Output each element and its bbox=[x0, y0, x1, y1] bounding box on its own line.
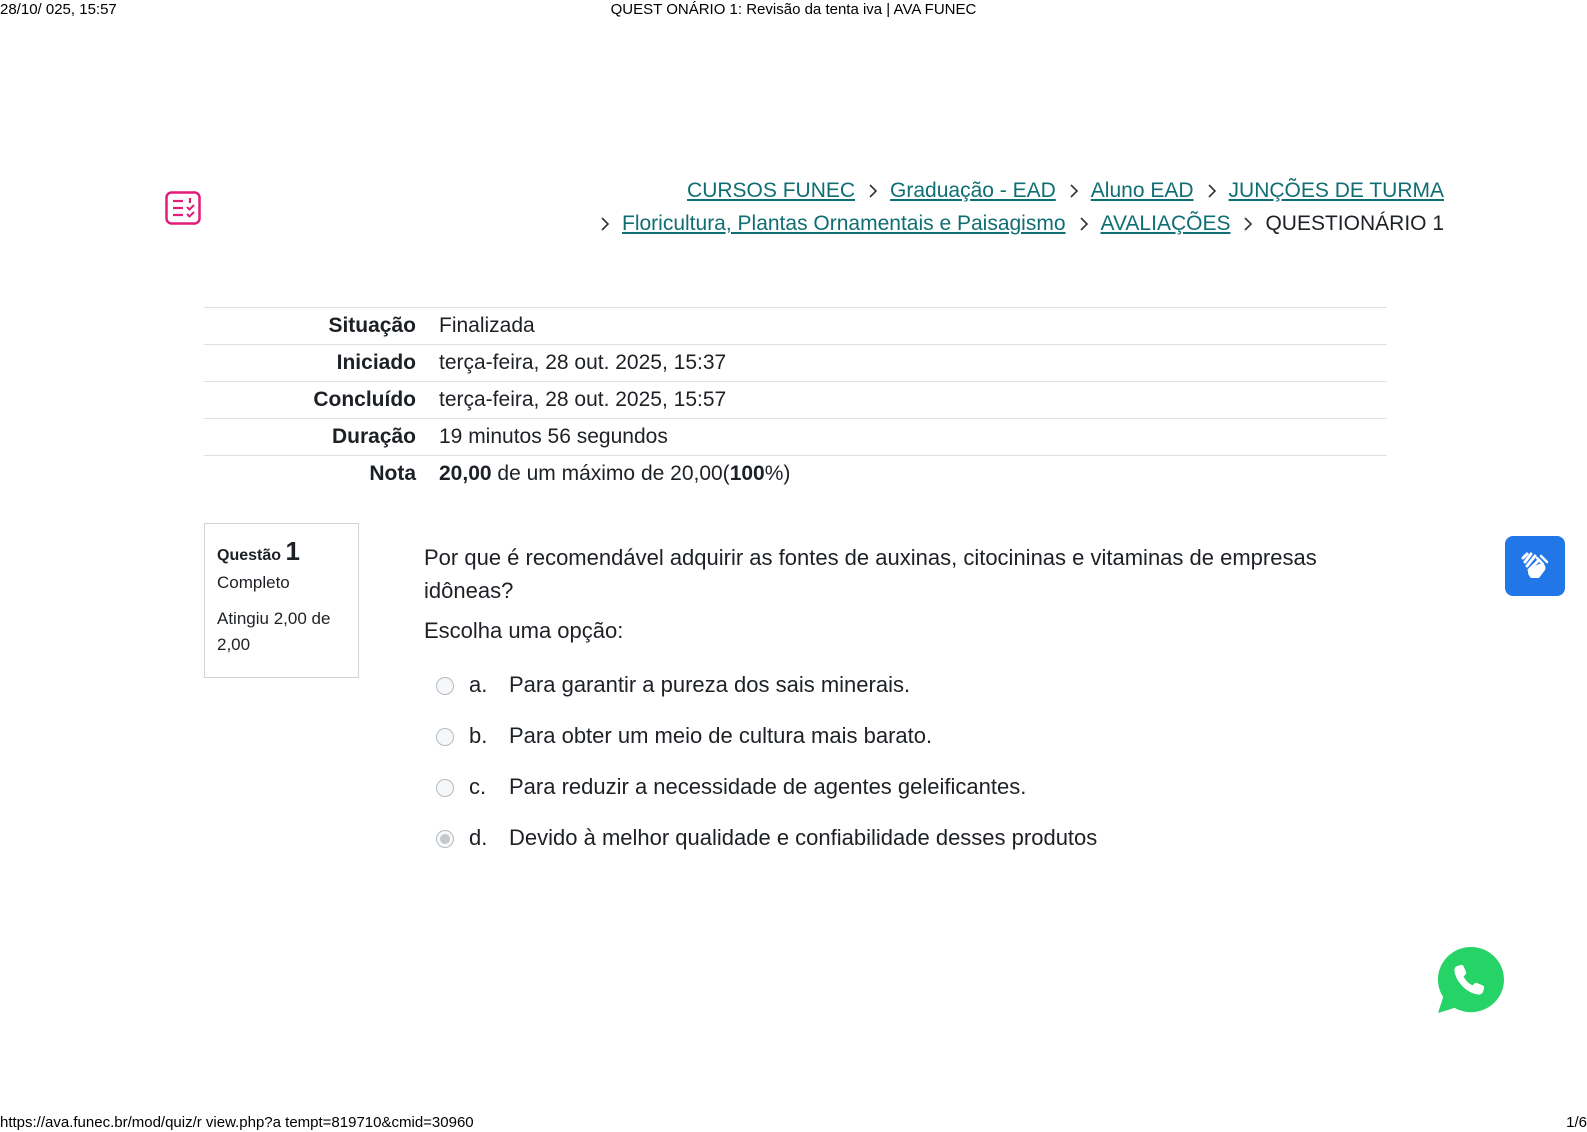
chevron-right-icon bbox=[1064, 184, 1084, 198]
answer-letter: c. bbox=[469, 774, 487, 799]
summary-row-iniciado bbox=[204, 345, 1387, 382]
question-grade: Atingiu 2,00 de 2,00 bbox=[217, 609, 331, 654]
print-header-datetime: 28/10/ 025, 15:57 bbox=[0, 1, 117, 18]
question-label: Questão bbox=[217, 547, 282, 564]
answer-text: Para reduzir a necessidade de agentes geleificantes. bbox=[509, 774, 1027, 799]
summary-row-nota bbox=[204, 456, 1387, 493]
summary-label: Concluído bbox=[204, 382, 439, 419]
summary-row-concluido bbox=[204, 382, 1387, 419]
chevron-right-icon bbox=[1238, 217, 1258, 231]
chevron-right-icon bbox=[863, 184, 883, 198]
print-footer-page-number: 1/6 bbox=[1566, 1114, 1587, 1131]
radio-button[interactable] bbox=[436, 677, 454, 695]
chevron-right-icon bbox=[1074, 217, 1094, 231]
radio-button[interactable] bbox=[436, 728, 454, 746]
summary-value: terça-feira, 28 out. 2025, 15:37 bbox=[439, 345, 1387, 382]
answer-text: Para obter um meio de cultura mais barato. bbox=[509, 723, 933, 748]
nota-end: %) bbox=[764, 462, 791, 485]
question-info-box bbox=[204, 523, 359, 678]
accessibility-button[interactable] bbox=[1505, 536, 1565, 596]
summary-row-situacao bbox=[204, 308, 1387, 345]
question-text: Por que é recomendável adquirir as fontes de auxinas, citocininas e vitaminas de empresas idôneas? bbox=[424, 545, 1317, 603]
answer-letter: b. bbox=[469, 723, 488, 748]
summary-value bbox=[439, 456, 1387, 493]
breadcrumb-link-graduacao-ead[interactable]: Graduação - EAD bbox=[890, 179, 1056, 202]
quiz-index-icon[interactable] bbox=[165, 191, 201, 225]
nota-percent: 100 bbox=[729, 462, 765, 485]
sign-language-hands-icon bbox=[1517, 548, 1553, 584]
summary-row-duracao bbox=[204, 419, 1387, 456]
summary-label: Nota bbox=[204, 456, 439, 493]
radio-button-selected[interactable] bbox=[436, 830, 454, 848]
summary-label: Iniciado bbox=[204, 345, 439, 382]
nota-middle: de um máximo de 20,00( bbox=[491, 462, 730, 485]
print-header-title: QUEST ONÁRIO 1: Revisão da tenta iva | AVA FUNEC bbox=[610, 1, 977, 18]
breadcrumb-link-course[interactable]: Floricultura, Plantas Ornamentais e Paisagismo bbox=[622, 212, 1066, 235]
chevron-right-icon bbox=[595, 217, 615, 231]
question-number bbox=[217, 536, 346, 567]
print-footer-url: https://ava.funec.br/mod/quiz/r view.php?a tempt=819710&cmid=30960 bbox=[0, 1114, 474, 1131]
summary-value: terça-feira, 28 out. 2025, 15:57 bbox=[439, 382, 1387, 419]
breadcrumb-current: QUESTIONÁRIO 1 bbox=[1265, 212, 1444, 235]
breadcrumb-link-juncoes-de-turma[interactable]: JUNÇÕES DE TURMA bbox=[1228, 179, 1444, 202]
chevron-right-icon bbox=[1202, 184, 1222, 198]
breadcrumb-link-cursos-funec[interactable]: CURSOS FUNEC bbox=[687, 179, 856, 202]
answer-text: Para garantir a pureza dos sais minerais. bbox=[509, 672, 911, 697]
answer-text: Devido à melhor qualidade e confiabilidade desses produtos bbox=[509, 825, 1098, 850]
nota-score: 20,00 bbox=[439, 462, 492, 485]
whatsapp-button[interactable] bbox=[1434, 943, 1508, 1017]
attempt-summary-table bbox=[204, 307, 1387, 492]
question-prompt: Escolha uma opção: bbox=[424, 618, 624, 643]
summary-value: Finalizada bbox=[439, 308, 1387, 345]
summary-value: 19 minutos 56 segundos bbox=[439, 419, 1387, 456]
breadcrumb-link-aluno-ead[interactable]: Aluno EAD bbox=[1090, 179, 1194, 202]
summary-label: Duração bbox=[204, 419, 439, 456]
breadcrumb bbox=[544, 174, 1444, 240]
whatsapp-icon bbox=[1434, 943, 1508, 1017]
summary-label: Situação bbox=[204, 308, 439, 345]
question-state: Completo bbox=[217, 573, 290, 592]
answer-letter: a. bbox=[469, 672, 488, 697]
question-number-value: 1 bbox=[285, 536, 300, 566]
breadcrumb-link-avaliacoes[interactable]: AVALIAÇÕES bbox=[1100, 212, 1231, 235]
radio-button[interactable] bbox=[436, 779, 454, 797]
answer-letter: d. bbox=[469, 825, 488, 850]
